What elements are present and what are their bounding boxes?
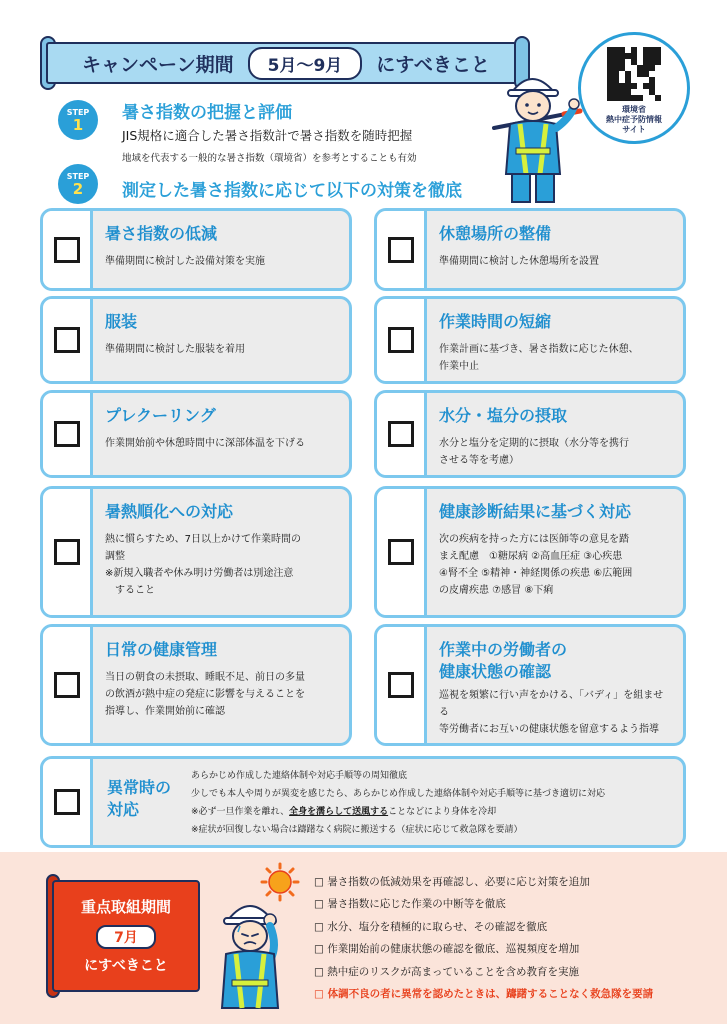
card-check-cell	[43, 759, 93, 845]
card-water-salt	[374, 390, 686, 478]
header-title-suffix: にすべきこと	[376, 53, 490, 76]
checkbox[interactable]	[388, 327, 414, 353]
card-text-line: 作業計画に基づき、暑さ指数に応じた休憩、	[439, 344, 639, 355]
card-title: 暑熱順化への対応	[105, 502, 234, 521]
checkbox[interactable]	[54, 327, 80, 353]
card-shorter-work	[374, 296, 686, 384]
checkbox[interactable]	[388, 539, 414, 565]
step-2-title: 測定した暑さ指数に応じて以下の対策を徹底	[122, 181, 462, 201]
checkbox[interactable]	[388, 672, 414, 698]
card-text-line: 次の疾病を持った方には医師等の意見を踏	[439, 534, 629, 545]
card-precooling	[40, 390, 352, 478]
card-worker-condition	[374, 624, 686, 746]
card-title: 服装	[105, 312, 138, 331]
card-text-line: 熱に慣らすため、7日以上かけて作業時間の	[105, 534, 301, 545]
step-number: 2	[72, 179, 84, 198]
card-text	[439, 531, 673, 599]
card-text	[439, 253, 673, 270]
qr-caption-line: サイト	[622, 125, 646, 134]
step-2-badge	[58, 164, 98, 204]
card-text-line: まえ配慮 ①糖尿病 ②高血圧症 ③心疾患	[439, 551, 623, 562]
card-check-cell	[377, 393, 427, 475]
focus-month: 7月	[96, 925, 156, 949]
qr-caption	[606, 105, 662, 135]
card-check-cell	[43, 489, 93, 615]
qr-badge[interactable]	[578, 32, 690, 144]
card-text-line: の皮膚疾患 ⑦感冒 ⑧下痢	[439, 585, 554, 596]
card-check-cell	[377, 627, 427, 743]
focus-item: □ 暑さ指数の低減効果を再確認し、必要に応じ対策を追加	[314, 876, 590, 888]
card-check-cell	[377, 211, 427, 288]
card-text-line: 準備期間に検討した服装を着用	[105, 344, 245, 355]
step-1-text: JIS規格に適合した暑さ指数計で暑さ指数を随時把握	[122, 128, 413, 143]
card-text-line: 巡視を頻繁に行い声をかける、「バディ」を組ませる	[439, 690, 664, 718]
card-heat-acclimatization	[40, 486, 352, 618]
card-text	[105, 435, 339, 452]
focus-subtitle: にすべきこと	[84, 958, 168, 974]
card-title-line: 健康状態の確認	[439, 662, 552, 681]
focus-item: □ 熱中症のリスクが高まっていることを含め教育を実施	[314, 965, 580, 978]
focus-period-banner	[52, 880, 200, 992]
qr-caption-line: 環境省	[622, 105, 646, 114]
card-health-checkup	[374, 486, 686, 618]
card-check-cell	[43, 627, 93, 743]
card-title: プレクーリング	[105, 406, 216, 425]
checkbox[interactable]	[54, 237, 80, 263]
card-check-cell	[377, 299, 427, 381]
emergency-line-part: ※必ず一旦作業を離れ、	[191, 807, 290, 817]
emergency-line: あらかじめ作成した連絡体制や対応手順等の周知徹底	[191, 771, 408, 781]
card-text-line: 作業開始前や休憩時間中に深部体温を下げる	[105, 438, 305, 449]
checkbox[interactable]	[54, 789, 80, 815]
card-title: 日常の健康管理	[105, 640, 218, 659]
checkbox[interactable]	[54, 539, 80, 565]
card-title: 暑さ指数の低減	[105, 224, 218, 243]
card-text-line: 準備期間に検討した設備対策を実施	[105, 256, 265, 267]
focus-item: □ 水分、塩分を積極的に取らせ、その確認を徹底	[314, 920, 548, 933]
card-text-line: すること	[105, 585, 155, 596]
card-text	[439, 687, 673, 738]
card-text-line: 調整	[105, 551, 125, 562]
checkbox[interactable]	[54, 672, 80, 698]
card-text	[105, 253, 339, 270]
card-text-line: 当日の朝食の未摂取、睡眠不足、前日の多量	[105, 672, 305, 683]
emergency-line	[191, 803, 677, 821]
card-text-line: 作業中止	[439, 361, 479, 372]
card-title: 水分・塩分の摂取	[439, 406, 568, 425]
period-pill: 5月～9月	[248, 47, 363, 80]
worker-pointing-illustration	[480, 62, 590, 204]
emergency-line: 少しでも本人や周りが異変を感じたら、あらかじめ作成した連絡体制や対応手順等に基づき適切に対応	[191, 789, 606, 799]
card-text	[105, 669, 339, 720]
card-title: 健康診断結果に基づく対応	[439, 502, 632, 521]
card-text	[439, 341, 673, 375]
qr-caption-line: 熱中症予防情報	[606, 115, 662, 124]
sun-icon	[262, 864, 298, 900]
card-wbgt-reduction	[40, 208, 352, 291]
card-text-line: ④腎不全 ⑤精神・神経関係の疾患 ⑥広範囲	[439, 568, 633, 579]
card-check-cell	[43, 299, 93, 381]
checkbox[interactable]	[388, 237, 414, 263]
card-text-line: ※新規入職者や休み明け労働者は別途注意	[105, 568, 294, 579]
card-text-line: 水分と塩分を定期的に摂取（水分等を携行	[439, 438, 629, 449]
qr-module	[655, 95, 661, 101]
emergency-title-line: 異常時の	[107, 778, 172, 797]
checkbox[interactable]	[54, 421, 80, 447]
header-title-prefix: キャンペーン期間	[82, 53, 234, 76]
checkbox[interactable]	[388, 421, 414, 447]
focus-checklist	[314, 871, 714, 1005]
step-label: STEP	[66, 171, 90, 181]
card-daily-health	[40, 624, 352, 746]
card-title: 休憩場所の整備	[439, 224, 552, 243]
step-1-title: 暑さ指数の把握と評価	[122, 103, 292, 123]
card-title-line: 作業中の労働者の	[439, 640, 568, 659]
card-check-cell	[43, 211, 93, 288]
card-text	[105, 531, 339, 599]
step-label: STEP	[66, 107, 90, 117]
focus-item-alert: □ 体調不良の者に異常を認めたときは、躊躇することなく救急隊を要請	[314, 988, 654, 1001]
emergency-title	[107, 777, 171, 821]
emergency-line: ※症状が回復しない場合は躊躇なく病院に搬送する（症状に応じて救急隊を要請）	[191, 825, 523, 835]
card-clothing	[40, 296, 352, 384]
qr-code[interactable]	[607, 47, 661, 101]
focus-item: □ 作業開始前の健康状態の確認を徹底、巡視頻度を増加	[314, 943, 580, 956]
card-text	[439, 435, 673, 469]
card-check-cell	[43, 393, 93, 475]
hot-worker-illustration	[212, 862, 308, 1010]
emergency-line-part: ことなどにより身体を冷却	[388, 807, 497, 817]
card-text-line: 等労働者にお互いの健康状態を留意するよう指導	[439, 724, 659, 735]
step-1-note: 地域を代表する一般的な暑さ指数（環境省）を参考とすることも有効	[122, 153, 417, 164]
card-text-line: させる等を考慮）	[439, 455, 519, 466]
card-text-line: の飲酒が熱中症の発症に影響を与えることを	[105, 689, 305, 700]
card-title: 作業時間の短縮	[439, 312, 552, 331]
campaign-header	[46, 42, 524, 84]
emergency-emphasis: 全身を濡らして送風する	[289, 807, 389, 817]
step-1-badge	[58, 100, 98, 140]
card-text	[105, 341, 339, 358]
focus-item: □ 暑さ指数に応じた作業の中断等を徹底	[314, 898, 506, 911]
focus-title: 重点取組期間	[80, 898, 171, 916]
card-text-line: 準備期間に検討した休憩場所を設置	[439, 256, 599, 267]
card-rest-area	[374, 208, 686, 291]
card-text-line: 指導し、作業開始前に確認	[105, 706, 225, 717]
step-number: 1	[72, 115, 84, 134]
card-emergency	[40, 756, 686, 848]
card-check-cell	[377, 489, 427, 615]
emergency-title-line: 対応	[107, 800, 140, 819]
emergency-text	[191, 767, 677, 839]
